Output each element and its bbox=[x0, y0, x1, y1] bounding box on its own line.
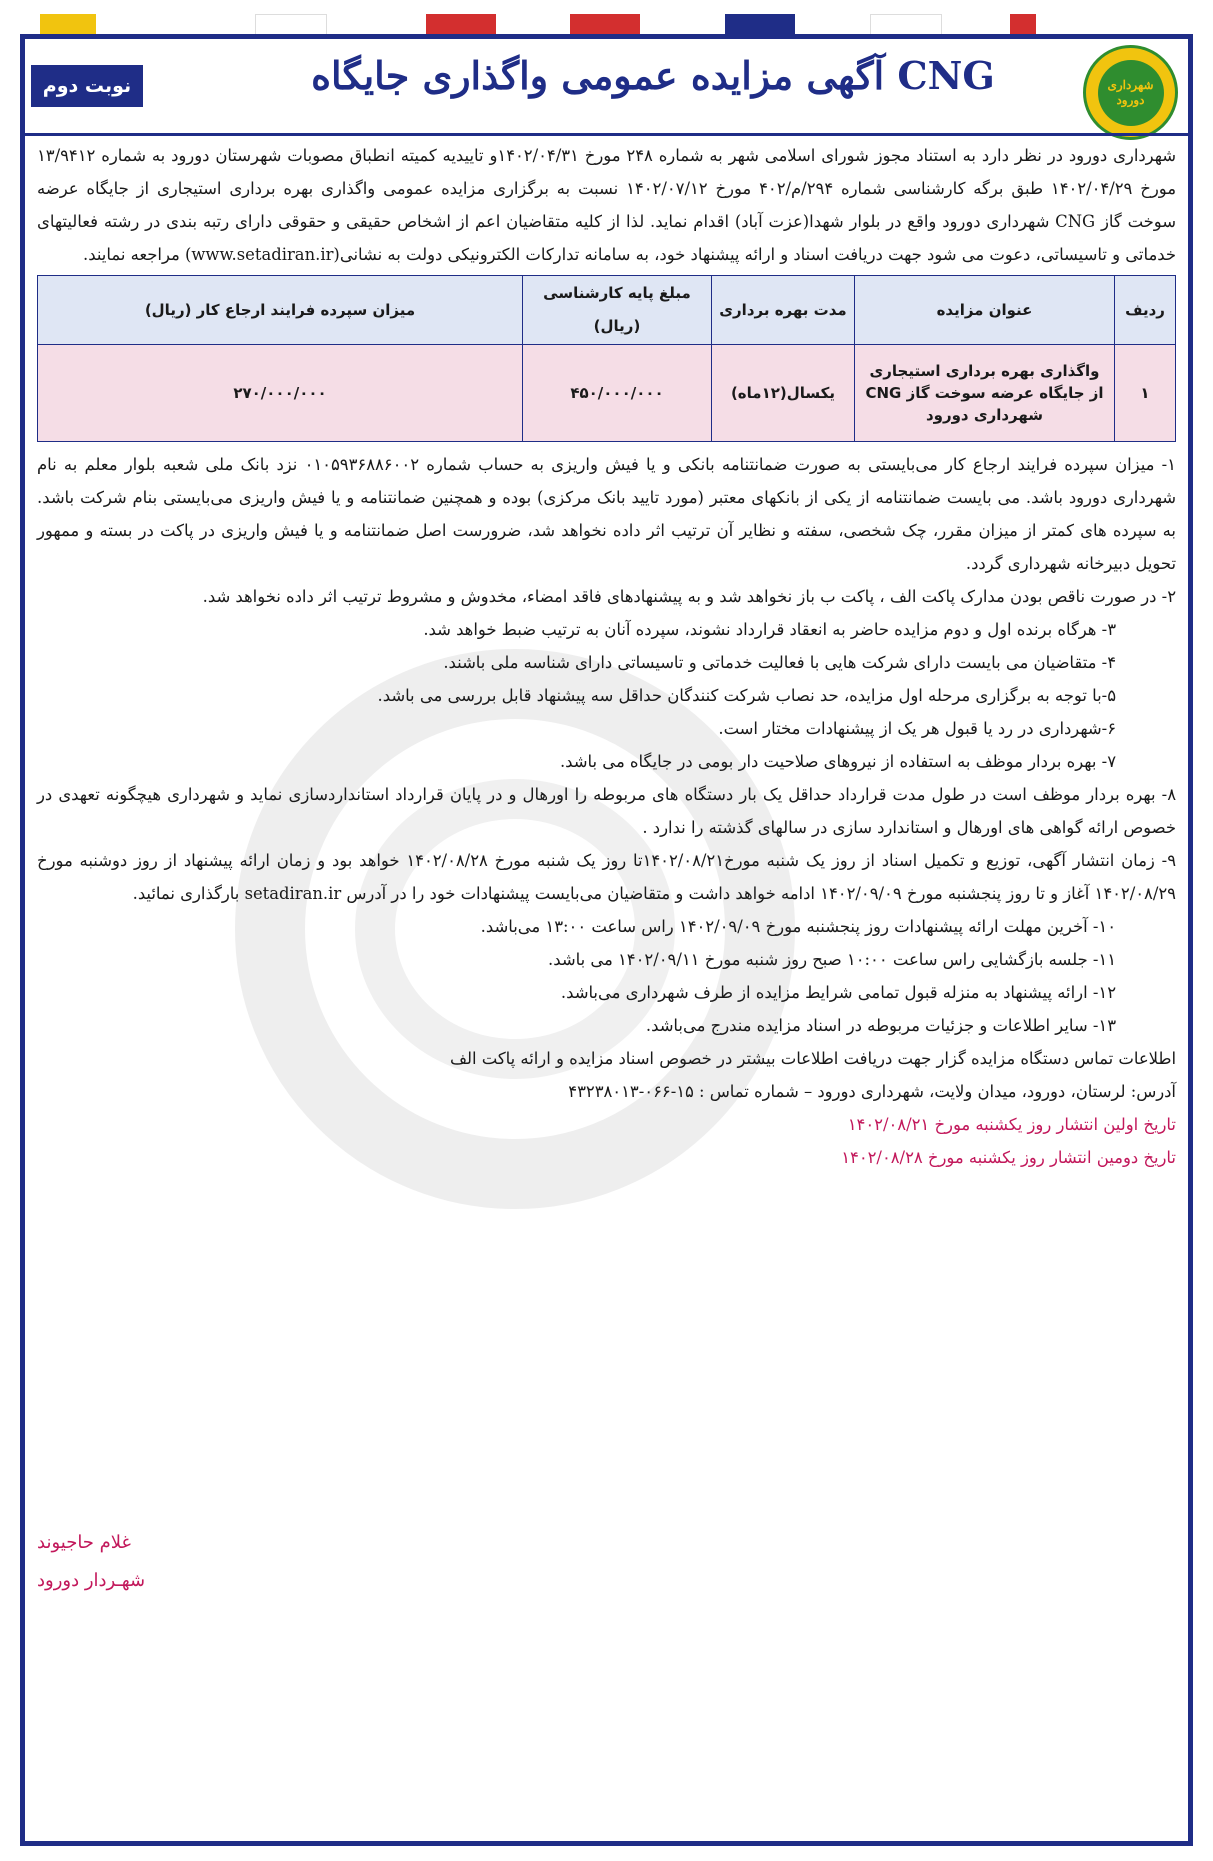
col-header-base-price: مبلغ پایه کارشناسی (ریال) bbox=[523, 276, 712, 345]
contact-address: آدرس: لرستان، دورود، میدان ولایت، شهرداری دورود – شماره تماس : ۱۵-۰۶۶-۴۳۲۳۸۰۱۳ bbox=[568, 1082, 1176, 1101]
logo-text: شهرداری دورود bbox=[1098, 60, 1164, 126]
cell-title bbox=[855, 345, 1115, 442]
round-badge: نوبت دوم bbox=[31, 65, 143, 107]
header-divider bbox=[25, 133, 1188, 136]
condition-10: ۱۰- آخرین مهلت ارائه پیشنهادات روز پنجشنبه مورخ ۱۴۰۲/۰۹/۰۹ راس ساعت ۱۳:۰۰ می‌باشد. bbox=[480, 917, 1116, 936]
condition-7: ۷- بهره بردار موظف به استفاده از نیروهای صلاحیت دار بومی در جایگاه می باشد. bbox=[559, 752, 1116, 771]
auction-table bbox=[37, 275, 1176, 442]
cell-duration: یکسال(۱۲ماه) bbox=[712, 345, 855, 442]
notice-frame bbox=[20, 34, 1193, 1846]
color-strip-blue-1 bbox=[725, 14, 795, 34]
condition-4: ۴- متقاضیان می بایست دارای شرکت هایی با فعالیت خدماتی و تاسیساتی دارای شناسه ملی باشند. bbox=[443, 653, 1116, 672]
table-row bbox=[38, 345, 1176, 442]
color-strip-white-2 bbox=[870, 14, 942, 36]
cell-title-line2: از جایگاه عرضه سوخت گاز CNG bbox=[865, 384, 1104, 402]
color-strip-red-2 bbox=[570, 14, 640, 34]
color-strip-white bbox=[255, 14, 327, 36]
condition-8: ۸- بهره بردار موظف است در طول مدت قرارداد حداقل یک بار دستگاه های مربوطه را اورهال و در پایان قرارداد استانداردسازی نماید و شهرداری هیچگونه تعهدی در خصوص ارائه گواهی های اورهال و استاندارد سازی در سالهای گذشته را ندارد . bbox=[37, 785, 1176, 837]
signature-block bbox=[37, 1524, 145, 1600]
col-header-duration: مدت بهره برداری bbox=[712, 276, 855, 345]
color-strip-yellow bbox=[40, 14, 96, 34]
contact-line: اطلاعات تماس دستگاه مزایده گزار جهت دریافت اطلاعات بیشتر در خصوص اسناد مزایده و ارائه پاکت الف bbox=[450, 1049, 1176, 1068]
municipality-logo bbox=[1083, 45, 1178, 140]
cell-title-line1: واگذاری بهره برداری استیجاری bbox=[869, 362, 1100, 380]
cell-base-price: ۴۵۰/۰۰۰/۰۰۰ bbox=[523, 345, 712, 442]
page-title: آگهی مزایده عمومی واگذاری جایگاه CNG bbox=[311, 53, 995, 98]
cell-deposit: ۲۷۰/۰۰۰/۰۰۰ bbox=[38, 345, 523, 442]
condition-12: ۱۲- ارائه پیشنهاد به منزله قبول تمامی شرایط مزایده از طرف شهرداری می‌باشد. bbox=[560, 983, 1116, 1002]
condition-1: ۱- میزان سپرده فرایند ارجاع کار می‌بایستی به صورت ضمانتنامه بانکی و یا فیش واریزی به حساب شماره ۰۱۰۵۹۳۶۸۸۶۰۰۲ نزد بانک ملی شعبه بلوار معلم به نام شهرداری دورود باشد. می بایست ضمانتنامه از یکی از بانکهای معتبر (مورد تایید بانک مرکزی) بوده و همچنین ضمانتنامه و یا فیش واریزی می‌بایستی بنام شرکت باشد. به سپرده های کمتر از میزان مقرر، چک شخصی، سفته و نظایر آن ترتیب اثر داده نخواهد شد، ضرورست اصل ضمانتنامه و یا فیش واریزی در پاکت در بسته و ممهور تحویل دبیرخانه شهرداری گردد. bbox=[37, 455, 1176, 573]
first-publication-date: تاریخ اولین انتشار روز یکشنبه مورخ ۱۴۰۲/۰۸/۲۱ bbox=[847, 1115, 1176, 1134]
condition-9: ۹- زمان انتشار آگهی، توزیع و تکمیل اسناد از روز یک شنبه مورخ۱۴۰۲/۰۸/۲۱تا روز یک شنبه مورخ ۱۴۰۲/۰۸/۲۸ خواهد بود و زمان ارائه پیشنهاد از روز دوشنبه مورخ ۱۴۰۲/۰۸/۲۹ آغاز و تا روز پنجشنبه مورخ ۱۴۰۲/۰۹/۰۹ ادامه خواهد داشت و متقاضیان می‌بایست پیشنهادات خود را در آدرس setadiran.ir بارگذاری نمائید. bbox=[37, 851, 1176, 903]
cell-index: ۱ bbox=[1115, 345, 1176, 442]
col-header-title: عنوان مزایده bbox=[855, 276, 1115, 345]
color-strip-red-3 bbox=[1010, 14, 1036, 34]
table-header-row bbox=[38, 276, 1176, 345]
condition-13: ۱۳- سایر اطلاعات و جزئیات مربوطه در اسناد مزایده مندرج می‌باشد. bbox=[645, 1016, 1116, 1035]
notice-body bbox=[37, 139, 1176, 1174]
condition-5: ۵-با توجه به برگزاری مرحله اول مزایده، حد نصاب شرکت کنندگان حداقل سه پیشنهاد قابل بررسی می باشد. bbox=[377, 686, 1116, 705]
signer-name: غلام حاجیوند bbox=[37, 1532, 131, 1553]
intro-paragraph: شهرداری دورود در نظر دارد به استناد مجوز شورای اسلامی شهر به شماره ۲۴۸ مورخ ۱۴۰۲/۰۴/۳۱و تاییدیه کمیته انطباق مصوبات شهرستان دورود به شماره ۱۳/۹۴۱۲ مورخ ۱۴۰۲/۰۴/۲۹ طبق برگه کارشناسی شماره ۲۹۴/م/۴۰۲ مورخ ۱۴۰۲/۰۷/۱۲ نسبت به برگزاری مزایده عمومی واگذاری بهره برداری استیجاری از جایگاه عرضه سوخت گاز CNG شهرداری دورود واقع در بلوار شهدا(عزت آباد) اقدام نماید. لذا از کلیه متقاضیان اعم از اشخاص حقیقی و حقوقی دارای رتبه بندی در رشته فعالیتهای خدماتی و تاسیساتی، دعوت می شود جهت دریافت اسناد و ارائه پیشنهاد خود، به سامانه تدارکات الکترونیکی دولت به نشانی(www.setadiran.ir) مراجعه نمایند. bbox=[37, 146, 1177, 264]
condition-3: ۳- هرگاه برنده اول و دوم مزایده حاضر به انعقاد قرارداد نشوند، سپرده آنان به ترتیب ضبط خواهد شد. bbox=[423, 620, 1116, 639]
cell-title-line3: شهرداری دورود bbox=[925, 406, 1044, 424]
signer-role: شهـردار دورود bbox=[37, 1570, 146, 1591]
second-publication-date: تاریخ دومین انتشار روز یکشنبه مورخ ۱۴۰۲/۰۸/۲۸ bbox=[841, 1148, 1176, 1167]
condition-6: ۶-شهرداری در رد یا قبول هر یک از پیشنهادات مختار است. bbox=[718, 719, 1116, 738]
condition-11: ۱۱- جلسه بازگشایی راس ساعت ۱۰:۰۰ صبح روز شنبه مورخ ۱۴۰۲/۰۹/۱۱ می باشد. bbox=[548, 950, 1116, 969]
col-header-index: ردیف bbox=[1115, 276, 1176, 345]
condition-2: ۲- در صورت ناقص بودن مدارک پاکت الف ، پاکت ب باز نخواهد شد و به پیشنهادهای فاقد امضاء، مخدوش و مشروط ترتیب اثر داده نخواهد شد. bbox=[202, 587, 1176, 606]
color-strip-red-1 bbox=[426, 14, 496, 34]
col-header-deposit: میزان سپرده فرایند ارجاع کار (ریال) bbox=[38, 276, 523, 345]
